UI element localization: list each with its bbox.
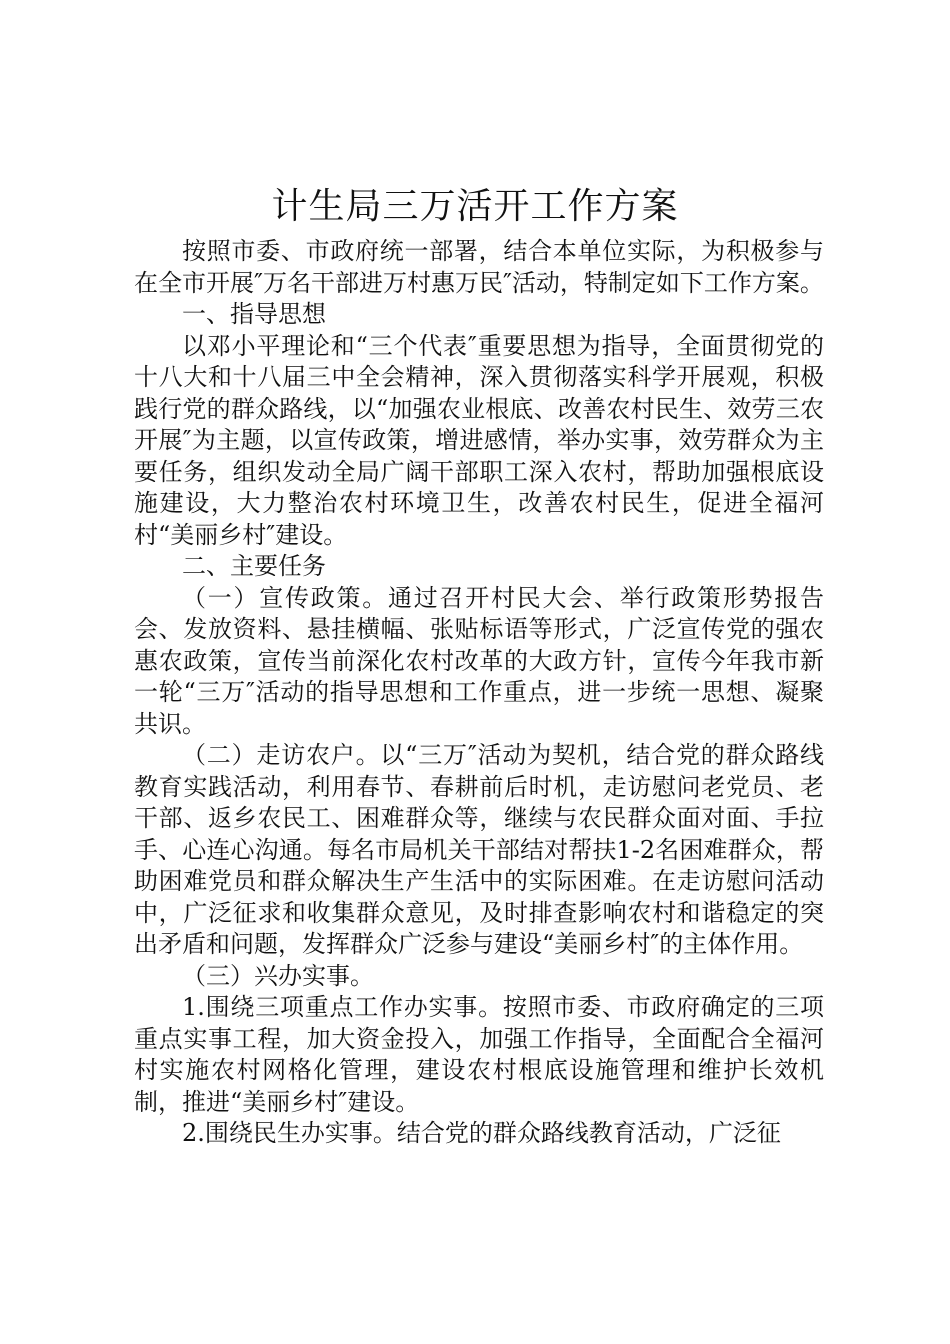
document-title: 计生局三万活开工作方案: [271, 186, 679, 227]
paragraph-item-2: 2.围绕民生办实事。结合党的群众路线教育活动，广泛征: [182, 1119, 781, 1147]
document-body: [134, 236, 824, 1150]
heading-task-practical-matters: （三）兴办实事。: [182, 961, 374, 990]
heading-guiding-thought: 一、指导思想: [182, 300, 326, 328]
paragraph-intro: 按照市委、市政府统一部署，结合本单位实际，为积极参与在全市开展″万名干部进万村惠万民″活动，特制定如下工作方案。: [134, 237, 824, 297]
paragraph-guiding-thought: 以邓小平理论和“三个代表″重要思想为指导，全面贯彻党的十八大和十八届三中全会精神，深入贯彻落实科学开展观，积极践行党的群众路线，以“加强农业根底、改善农村民生、效劳三农开展″为主题，以宣传政策，增进感情，举办实事，效劳群众为主要任务，组织发动全局广阔干部职工深入农村，帮助加强根底设施建设，大力整治农村环境卫生，改善农村民生，促进全福河村“美丽乡村″建设。: [134, 331, 824, 549]
heading-main-tasks: 二、主要任务: [182, 552, 326, 580]
paragraph-task-publicize-policy: （一）宣传政策。通过召开村民大会、举行政策形势报告会、发放资料、悬挂横幅、张贴标语等形式，广泛宣传党的强农惠农政策，宣传当前深化农村改革的大政方针，宣传今年我市新一轮“三万″活动的指导思想和工作重点，进一步统一思想、凝聚共识。: [134, 583, 824, 738]
paragraph-item-1: 1.围绕三项重点工作办实事。按照市委、市政府确定的三项重点实事工程，加大资金投入，加强工作指导，全面配合全福河村实施农村网格化管理，建设农村根底设施管理和维护长效机制，推进“美丽乡村″建设。: [134, 993, 824, 1116]
paragraph-task-visit-households: （二）走访农户。以“三万″活动为契机，结合党的群众路线教育实践活动，利用春节、春耕前后时机，走访慰问老党员、老干部、返乡农民工、困难群众等，继续与农民群众面对面、手拉手、心连心沟通。每名市局机关干部结对帮扶1-2名困难群众，帮助困难党员和群众解决生产生活中的实际困难。在走访慰问活动中，广泛征求和收集群众意见，及时排查影响农村和谐稳定的突出矛盾和问题，发挥群众广泛参与建设“美丽乡村″的主体作用。: [134, 741, 824, 958]
